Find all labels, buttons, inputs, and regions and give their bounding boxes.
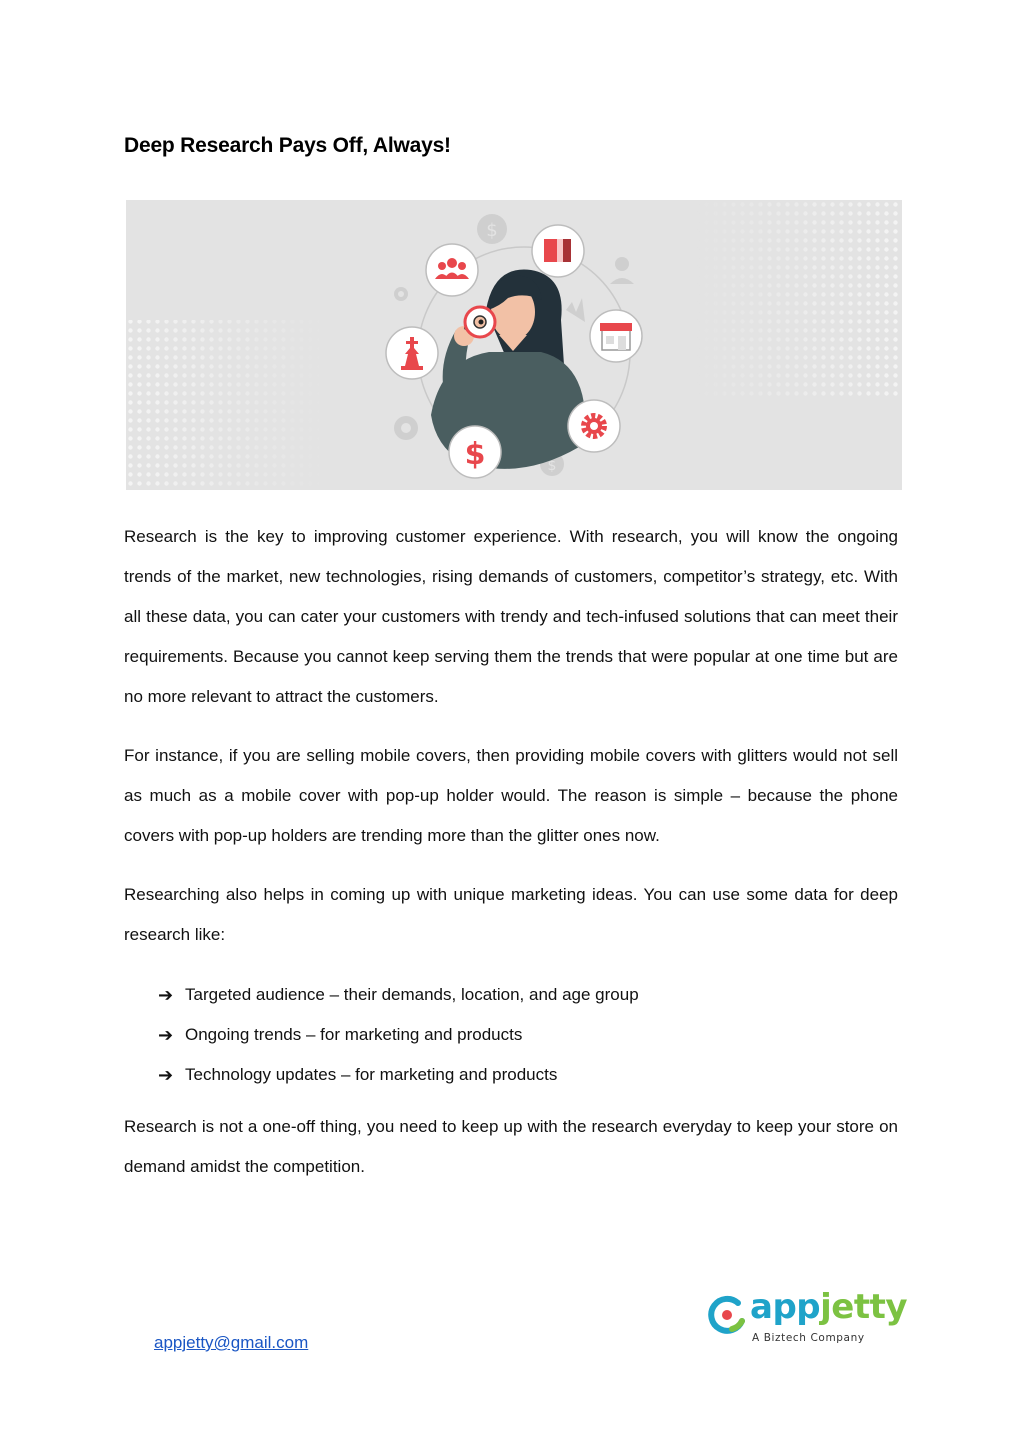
paragraph-customer-experience: Research is the key to improving customer experience. With research, you will know the ongoing trends of the market, new technologies, rising demands of customers, competitor’s strategy, etc. With all these data, you can cater your customers with trendy and tech-infused solutions that can meet their requirements. Because you cannot keep serving them the trends that were popular at one time but are no more relevant to attract the customers. <box>124 527 898 706</box>
gear-icon <box>568 400 620 452</box>
page-title: Deep Research Pays Off, Always! <box>124 134 451 157</box>
dot-pattern-right <box>686 200 902 400</box>
list-item-text: Ongoing trends – for marketing and products <box>185 1025 523 1044</box>
chess-king-icon <box>386 327 438 379</box>
svg-text:$: $ <box>464 437 486 472</box>
paragraph-ongoing-research: Research is not a one-off thing, you need to keep up with the research everyday to keep your store on demand amidst the competition. <box>124 1117 898 1176</box>
list-item <box>158 975 639 1015</box>
magnifier-icon <box>465 307 495 337</box>
svg-text:$: $ <box>547 458 557 474</box>
arrow-right-icon: ➔ <box>158 1025 174 1045</box>
research-data-list <box>158 975 639 1095</box>
paragraph-mobile-covers: For instance, if you are selling mobile covers, then providing mobile covers with glitters would not sell as much as a mobile cover with pop-up holder would. The reason is simple – because the phone covers with pop-up holders are trending more than the glitter ones now. <box>124 746 898 845</box>
email-link[interactable]: appjetty@gmail.com <box>154 1333 309 1352</box>
logo-wordmark: appjetty <box>750 1287 908 1327</box>
dollar-icon <box>449 426 501 478</box>
research-illustration <box>126 200 902 490</box>
logo-mark-icon <box>708 1295 748 1335</box>
list-item-text: Targeted audience – their demands, location, and age group <box>185 985 639 1004</box>
team-icon <box>426 244 478 296</box>
list-item <box>158 1015 639 1055</box>
list-item-text: Technology updates – for marketing and products <box>185 1065 558 1084</box>
svg-text:$: $ <box>486 220 498 241</box>
illustration-svg <box>126 200 902 490</box>
paragraph-marketing-ideas: Researching also helps in coming up with unique marketing ideas. You can use some data for deep research like: <box>124 885 898 944</box>
arrow-right-icon: ➔ <box>158 1065 174 1085</box>
box-icon <box>532 225 584 277</box>
list-item <box>158 1055 639 1095</box>
arrow-right-icon: ➔ <box>158 985 174 1005</box>
store-icon <box>590 310 642 362</box>
dot-pattern-left <box>126 320 326 490</box>
logo-tagline: A Biztech Company <box>752 1332 865 1344</box>
appjetty-logo <box>708 1287 908 1353</box>
